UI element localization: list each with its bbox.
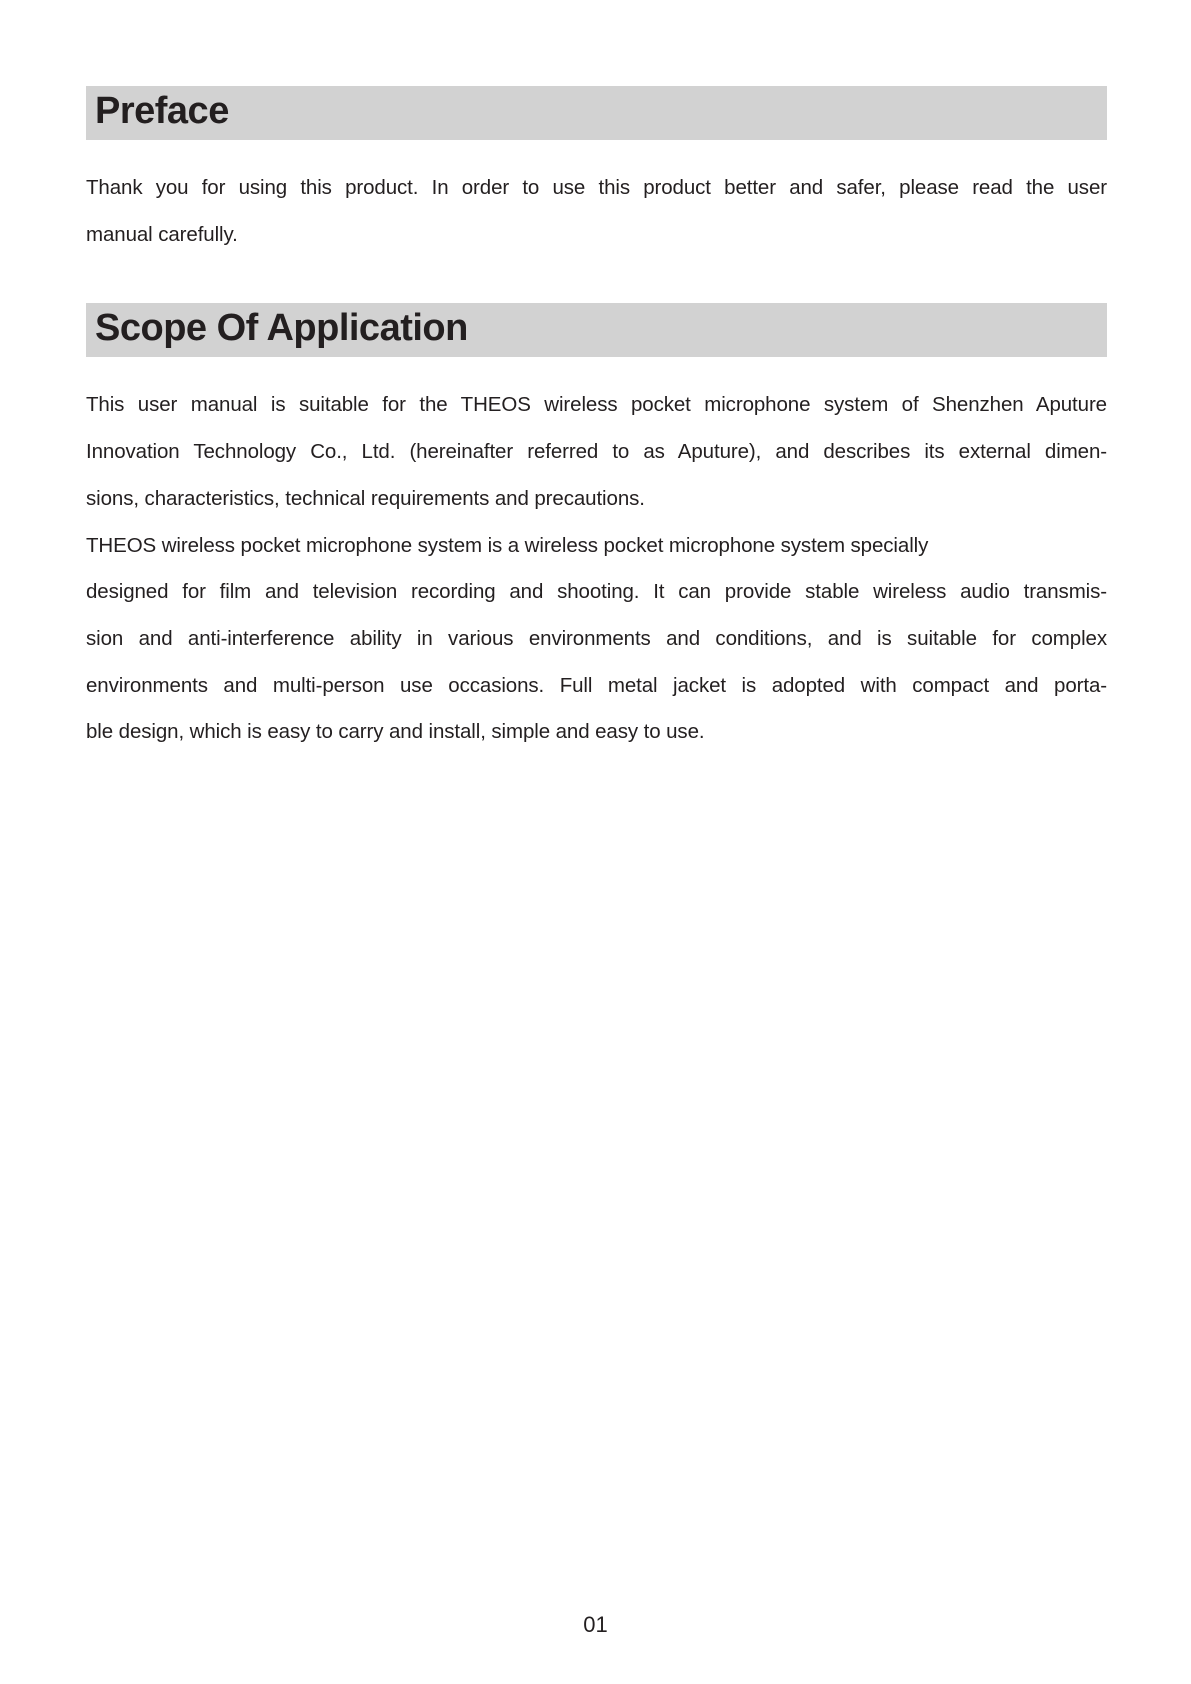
body-text-line: sions, characteristics, technical requirements and precautions. (86, 486, 645, 510)
body-text-line: designed for film and television recording and shooting. It can provide stable wireless audio transmis- (86, 580, 1107, 604)
body-text-line: sion and anti-interference ability in various environments and conditions, and is suitable for complex (86, 626, 1107, 650)
section-body-scope (86, 382, 1107, 756)
body-text-line: Innovation Technology Co., Ltd. (hereinafter referred to as Aputure), and describes its external dimen- (86, 440, 1107, 464)
section-heading-preface: Preface (95, 90, 229, 132)
section-heading-scope: Scope Of Application (95, 307, 468, 350)
body-text-line: ble design, which is easy to carry and install, simple and easy to use. (86, 720, 705, 744)
section-heading-bar-scope (86, 303, 1107, 357)
body-text-line: Thank you for using this product. In order to use this product better and safer, please read the user (86, 176, 1107, 199)
page-content (86, 86, 1107, 756)
body-text-line: This user manual is suitable for the THEOS wireless pocket microphone system of Shenzhen Aputure (86, 393, 1107, 417)
body-text-line: THEOS wireless pocket microphone system is a wireless pocket microphone system specially (86, 533, 929, 557)
page-number: 01 (583, 1612, 608, 1637)
body-text-line: manual carefully. (86, 222, 238, 246)
section-heading-bar-preface (86, 86, 1107, 140)
body-text-line: environments and multi-person use occasions. Full metal jacket is adopted with compact and porta- (86, 673, 1107, 697)
section-body-preface (86, 165, 1107, 258)
